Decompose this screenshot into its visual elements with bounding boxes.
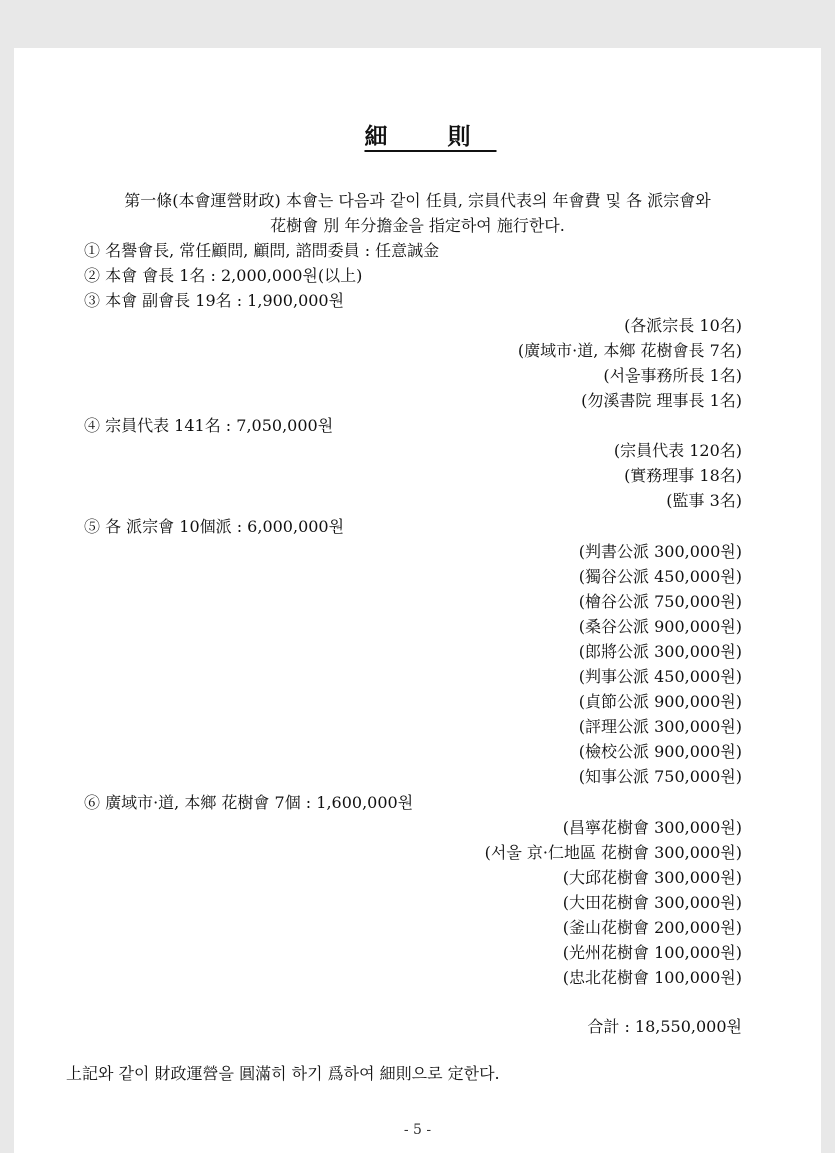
hwasu-breakdown-row: (大田花樹會 300,000원)	[562, 893, 742, 912]
rep-breakdown-row: (實務理事 18名)	[624, 466, 742, 485]
branch-breakdown-row: (判書公派 300,000원)	[578, 542, 742, 561]
article-line-1: 第一條(本會運營財政) 本會는 다음과 같이 任員, 宗員代表의 年會費 및 各 派宗會와	[124, 191, 711, 210]
document-title: 細 則	[364, 123, 497, 150]
item-4: ④ 宗員代表 141名 : 7,050,000원	[84, 416, 334, 435]
vice-breakdown-row: (廣域市·道, 本鄉 花樹會長 7名)	[517, 341, 742, 360]
item-3: ③ 本會 副會長 19名 : 1,900,000원	[84, 291, 345, 310]
branch-breakdown-row: (郎將公派 300,000원)	[578, 642, 742, 661]
hwasu-breakdown-row: (大邱花樹會 300,000원)	[562, 868, 742, 887]
rep-breakdown-row: (監事 3名)	[666, 491, 742, 510]
closing-statement: 上記와 같이 財政運營을 圓滿히 하기 爲하여 細則으로 定한다.	[66, 1064, 500, 1083]
item-2: ② 本會 會長 1名 : 2,000,000원(以上)	[84, 266, 363, 285]
hwasu-breakdown-row: (忠北花樹會 100,000원)	[562, 968, 742, 987]
vice-breakdown-row: (勿溪書院 理事長 1名)	[581, 391, 742, 410]
branch-breakdown-row: (檢校公派 900,000원)	[578, 742, 742, 761]
branch-breakdown-row: (檜谷公派 750,000원)	[578, 592, 742, 611]
page-number: - 5 -	[403, 1122, 432, 1138]
item-6: ⑥ 廣域市·道, 本鄉 花樹會 7個 : 1,600,000원	[84, 793, 414, 812]
hwasu-breakdown-row: (釜山花樹會 200,000원)	[562, 918, 742, 937]
branch-breakdown-row: (桑谷公派 900,000원)	[578, 617, 742, 636]
branch-breakdown-row: (獨谷公派 450,000원)	[578, 567, 742, 586]
branch-breakdown-row: (貞節公派 900,000원)	[578, 692, 742, 711]
branch-breakdown-row: (判事公派 450,000원)	[578, 667, 742, 686]
hwasu-breakdown-row: (서울 京·仁地區 花樹會 300,000원)	[484, 843, 742, 862]
rep-breakdown-row: (宗員代表 120名)	[613, 441, 742, 460]
vice-breakdown-row: (各派宗長 10名)	[624, 316, 742, 335]
item-1: ① 名譽會長, 常任顧問, 顧問, 諮問委員 : 任意誠金	[84, 241, 440, 260]
hwasu-breakdown-row: (光州花樹會 100,000원)	[562, 943, 742, 962]
branch-breakdown-row: (知事公派 750,000원)	[578, 767, 742, 786]
article-line-2: 花樹會 別 年分擔金을 指定하여 施行한다.	[270, 216, 565, 235]
branch-breakdown-row: (評理公派 300,000원)	[578, 717, 742, 736]
total-line: 合計 : 18,550,000원	[587, 1017, 742, 1036]
vice-breakdown-row: (서울事務所長 1名)	[603, 366, 742, 385]
hwasu-breakdown-row: (昌寧花樹會 300,000원)	[562, 818, 742, 837]
item-5: ⑤ 各 派宗會 10個派 : 6,000,000원	[84, 517, 345, 536]
